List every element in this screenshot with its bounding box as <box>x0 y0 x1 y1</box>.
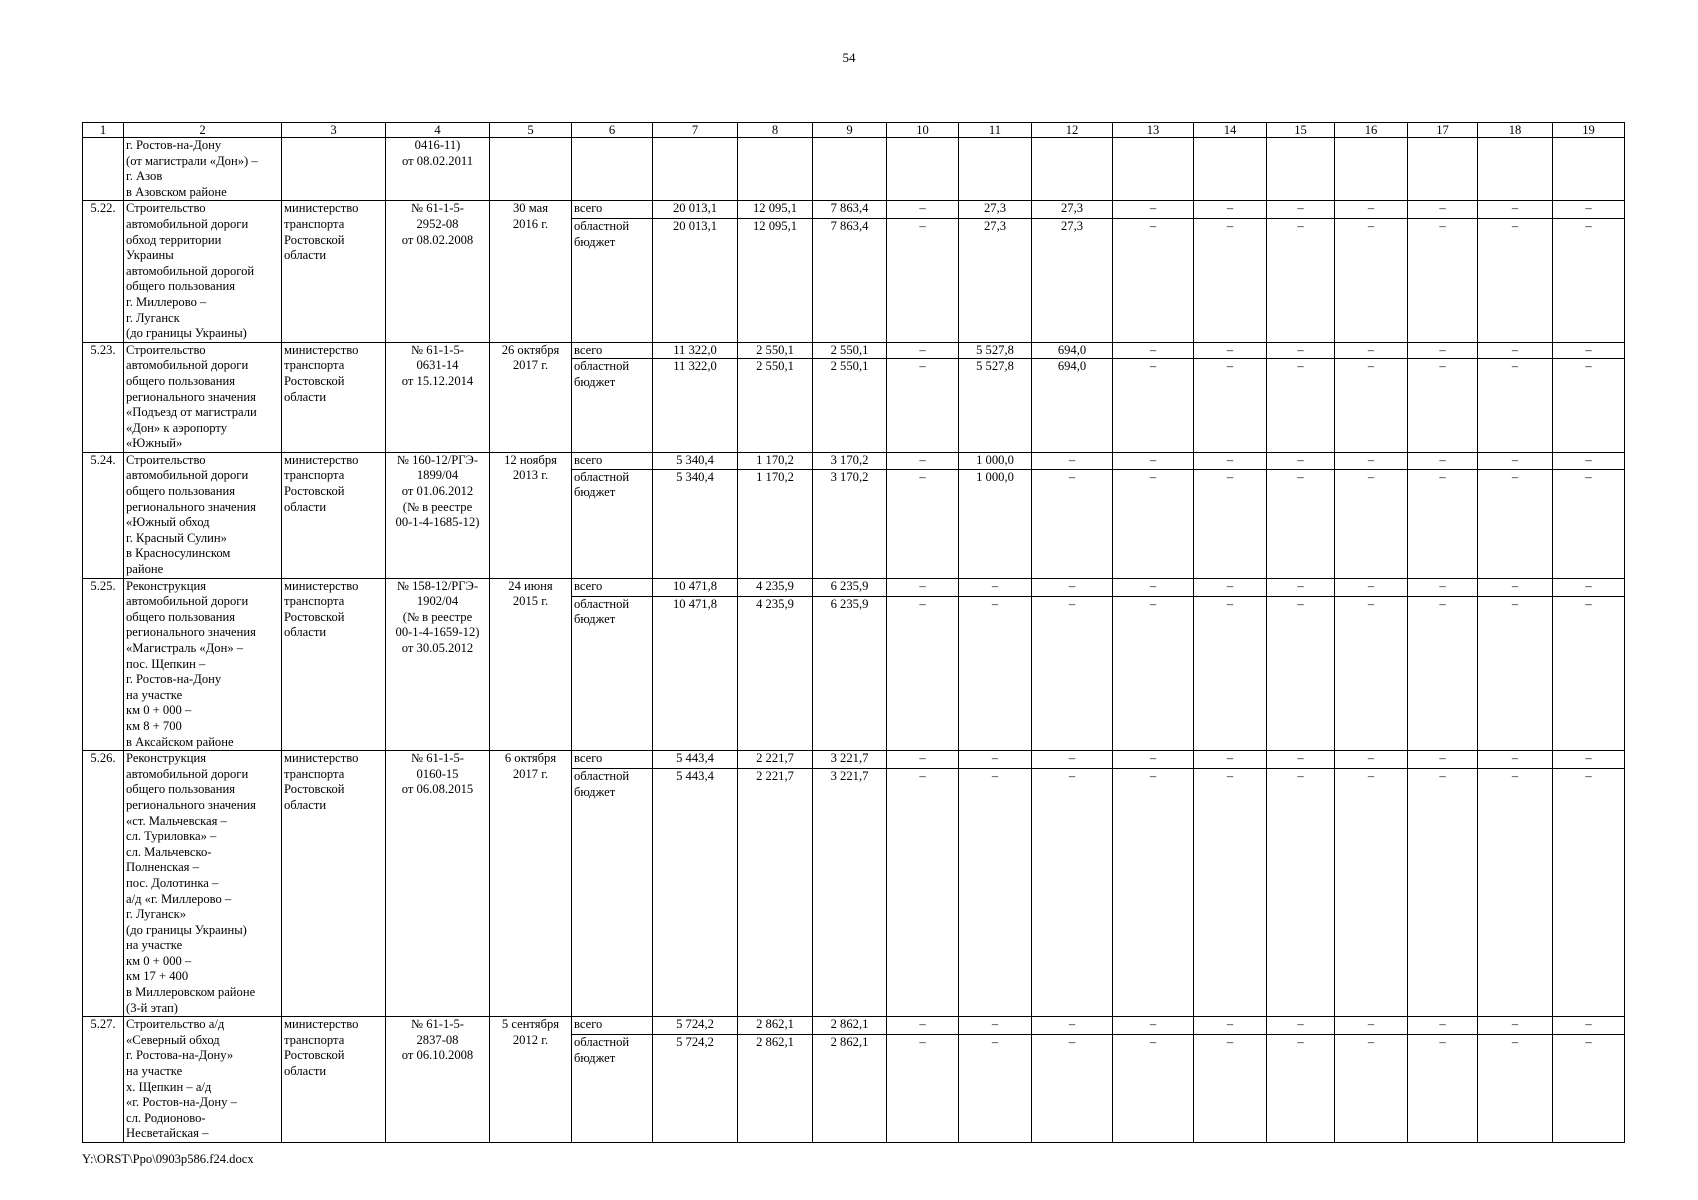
col-header-11: 11 <box>959 123 1032 138</box>
col-header-19: 19 <box>1553 123 1625 138</box>
value-cell: – <box>1335 342 1408 359</box>
item-doc: № 61-1-5- 2837-08 от 06.10.2008 <box>386 1017 490 1143</box>
value-cell: – <box>1032 578 1113 596</box>
value-cell: – <box>1267 768 1335 1016</box>
value-cell: – <box>887 219 959 342</box>
value-cell: – <box>1478 201 1553 219</box>
item-id: 5.24. <box>83 452 124 578</box>
value-cell: – <box>1113 1035 1194 1143</box>
item-doc: № 160-12/РГЭ- 1899/04 от 01.06.2012 (№ в реестре 00-1-4-1685-12) <box>386 452 490 578</box>
item-name: Реконструкция автомобильной дороги общего пользования регионального значения «ст. Мальчевская – сл. Туриловка» – сл. Мальчевско- Полненская – пос. Долотинка – а/д «г. Миллерово – г. Луганск» (до границы Украины) на участке км 0 + 000 – км 17 + 400 в Миллеровском районе (3-й этап) <box>124 751 282 1017</box>
value-cell: – <box>1335 201 1408 219</box>
value-cell: – <box>1267 469 1335 578</box>
cell-col1 <box>83 138 124 201</box>
value-cell: 5 340,4 <box>653 469 738 578</box>
value-cell: – <box>1194 1017 1267 1035</box>
value-cell: – <box>1113 469 1194 578</box>
table-body <box>83 123 1625 1143</box>
item-date: 12 ноября 2013 г. <box>490 452 572 578</box>
item-date: 24 июня 2015 г. <box>490 578 572 751</box>
value-cell: – <box>887 768 959 1016</box>
value-cell: – <box>1113 219 1194 342</box>
value-cell: – <box>1335 768 1408 1016</box>
value-cell: – <box>1032 596 1113 750</box>
value-cell: – <box>887 1035 959 1143</box>
value-cell: – <box>1335 751 1408 769</box>
value-cell: – <box>1032 452 1113 469</box>
cell-doc: 0416-11) от 08.02.2011 <box>386 138 490 201</box>
value-cell: – <box>887 359 959 452</box>
col-header-9: 9 <box>813 123 887 138</box>
value-cell: – <box>959 768 1032 1016</box>
value-cell: – <box>1267 578 1335 596</box>
value-cell: 10 471,8 <box>653 596 738 750</box>
value-cell: – <box>1335 219 1408 342</box>
item-org: министерство транспорта Ростовской области <box>282 751 386 1017</box>
value-cell: – <box>1335 1035 1408 1143</box>
source-total: всего <box>572 1017 653 1035</box>
item-id: 5.26. <box>83 751 124 1017</box>
value-cell: 2 550,1 <box>813 342 887 359</box>
value-cell: 27,3 <box>959 201 1032 219</box>
value-cell: – <box>1335 578 1408 596</box>
value-cell: – <box>1113 201 1194 219</box>
col-header-5: 5 <box>490 123 572 138</box>
value-cell: – <box>1267 452 1335 469</box>
value-cell: 2 550,1 <box>738 342 813 359</box>
value-cell: – <box>887 342 959 359</box>
value-cell: – <box>1408 359 1478 452</box>
value-cell: – <box>959 578 1032 596</box>
value-cell: – <box>887 596 959 750</box>
value-cell: – <box>1553 596 1625 750</box>
col-header-8: 8 <box>738 123 813 138</box>
col-header-7: 7 <box>653 123 738 138</box>
page-number: 54 <box>842 50 856 65</box>
value-cell: – <box>1267 1035 1335 1143</box>
value-cell: 11 322,0 <box>653 342 738 359</box>
value-cell: – <box>1194 219 1267 342</box>
value-cell: 27,3 <box>1032 219 1113 342</box>
item-org: министерство транспорта Ростовской области <box>282 1017 386 1143</box>
value-cell: 2 550,1 <box>813 359 887 452</box>
value-cell: – <box>959 596 1032 750</box>
value-cell: – <box>959 751 1032 769</box>
value-cell: – <box>1553 219 1625 342</box>
value-cell: 2 221,7 <box>738 751 813 769</box>
value-cell: – <box>1335 1017 1408 1035</box>
item-doc: № 158-12/РГЭ- 1902/04 (№ в реестре 00-1-4-1659-12) от 30.05.2012 <box>386 578 490 751</box>
source-total: всего <box>572 578 653 596</box>
col-header-15: 15 <box>1267 123 1335 138</box>
value-cell: – <box>1478 768 1553 1016</box>
source-total: всего <box>572 201 653 219</box>
value-cell: 5 340,4 <box>653 452 738 469</box>
item-row <box>83 1017 1625 1035</box>
value-cell: – <box>1553 768 1625 1016</box>
value-cell: 2 862,1 <box>738 1017 813 1035</box>
value-cell: – <box>1267 1017 1335 1035</box>
col-header-18: 18 <box>1478 123 1553 138</box>
value-cell: – <box>1032 1017 1113 1035</box>
value-cell: – <box>1335 452 1408 469</box>
value-cell: – <box>1032 751 1113 769</box>
value-cell: – <box>1113 751 1194 769</box>
value-cell: 1 170,2 <box>738 469 813 578</box>
value-cell: – <box>887 469 959 578</box>
value-cell: – <box>1267 596 1335 750</box>
item-row <box>83 342 1625 359</box>
value-cell: 2 862,1 <box>813 1017 887 1035</box>
value-cell: 2 862,1 <box>813 1035 887 1143</box>
col-header-14: 14 <box>1194 123 1267 138</box>
value-cell: – <box>887 452 959 469</box>
cell-src <box>572 138 653 201</box>
item-id: 5.25. <box>83 578 124 751</box>
value-cell: – <box>1478 342 1553 359</box>
value-cell: – <box>887 201 959 219</box>
value-cell: – <box>1113 578 1194 596</box>
item-date: 26 октября 2017 г. <box>490 342 572 452</box>
value-cell: – <box>959 1017 1032 1035</box>
value-cell: – <box>1553 359 1625 452</box>
value-cell: 3 221,7 <box>813 768 887 1016</box>
item-name: Строительство автомобильной дороги общего пользования регионального значения «Подъезд от магистрали «Дон» к аэропорту «Южный» <box>124 342 282 452</box>
source-total: всего <box>572 751 653 769</box>
budget-table <box>82 122 1625 1143</box>
value-cell: 12 095,1 <box>738 201 813 219</box>
item-row <box>83 578 1625 596</box>
value-cell: – <box>1553 201 1625 219</box>
value-cell: 2 550,1 <box>738 359 813 452</box>
value-cell: – <box>1408 219 1478 342</box>
value-cell: – <box>1478 751 1553 769</box>
value-cell: – <box>1194 1035 1267 1143</box>
value-cell: – <box>1408 768 1478 1016</box>
value-cell: – <box>1478 1017 1553 1035</box>
continued-row <box>83 138 1625 201</box>
value-cell: – <box>1113 359 1194 452</box>
value-cell: – <box>1194 342 1267 359</box>
column-number-header <box>83 123 1625 138</box>
value-cell: 5 724,2 <box>653 1017 738 1035</box>
value-cell: 4 235,9 <box>738 578 813 596</box>
cell-date <box>490 138 572 201</box>
value-cell: 7 863,4 <box>813 201 887 219</box>
item-org: министерство транспорта Ростовской области <box>282 452 386 578</box>
value-cell: – <box>959 1035 1032 1143</box>
item-id: 5.27. <box>83 1017 124 1143</box>
col-header-16: 16 <box>1335 123 1408 138</box>
value-cell: 5 724,2 <box>653 1035 738 1143</box>
value-cell: 5 527,8 <box>959 342 1032 359</box>
value-cell: 2 221,7 <box>738 768 813 1016</box>
cell-name: г. Ростов-на-Дону (от магистрали «Дон») – г. Азов в Азовском районе <box>124 138 282 201</box>
value-cell: – <box>887 1017 959 1035</box>
source-budget: областной бюджет <box>572 768 653 1016</box>
value-cell: 7 863,4 <box>813 219 887 342</box>
value-cell: – <box>1553 452 1625 469</box>
value-cell: – <box>1408 751 1478 769</box>
value-cell: – <box>1408 1017 1478 1035</box>
col-header-12: 12 <box>1032 123 1113 138</box>
source-total: всего <box>572 452 653 469</box>
value-cell: – <box>1032 768 1113 1016</box>
value-cell: – <box>1032 469 1113 578</box>
value-cell: – <box>1553 342 1625 359</box>
value-cell: – <box>1408 342 1478 359</box>
value-cell: – <box>1553 1017 1625 1035</box>
value-cell: – <box>1478 219 1553 342</box>
value-cell: – <box>1478 578 1553 596</box>
value-cell: – <box>1267 751 1335 769</box>
source-total: всего <box>572 342 653 359</box>
source-budget: областной бюджет <box>572 359 653 452</box>
value-cell: 27,3 <box>1032 201 1113 219</box>
item-name: Строительство автомобильной дороги общего пользования регионального значения «Южный обход г. Красный Сулин» в Красносулинском районе <box>124 452 282 578</box>
value-cell: 694,0 <box>1032 342 1113 359</box>
value-cell: – <box>887 578 959 596</box>
col-header-10: 10 <box>887 123 959 138</box>
item-name: Строительство автомобильной дороги обход территории Украины автомобильной дорогой общего пользования г. Миллерово – г. Луганск (до границы Украины) <box>124 201 282 342</box>
cell-org <box>282 138 386 201</box>
value-cell: 3 170,2 <box>813 452 887 469</box>
value-cell: 1 000,0 <box>959 452 1032 469</box>
value-cell: – <box>1194 469 1267 578</box>
col-header-2: 2 <box>124 123 282 138</box>
value-cell: – <box>1408 578 1478 596</box>
col-header-4: 4 <box>386 123 490 138</box>
value-cell: – <box>1267 201 1335 219</box>
value-cell: 3 221,7 <box>813 751 887 769</box>
value-cell: 1 000,0 <box>959 469 1032 578</box>
value-cell: 10 471,8 <box>653 578 738 596</box>
value-cell: – <box>1553 578 1625 596</box>
value-cell: – <box>1478 1035 1553 1143</box>
value-cell: – <box>1267 342 1335 359</box>
value-cell: 20 013,1 <box>653 201 738 219</box>
item-org: министерство транспорта Ростовской области <box>282 201 386 342</box>
value-cell: – <box>1194 578 1267 596</box>
item-doc: № 61-1-5- 2952-08 от 08.02.2008 <box>386 201 490 342</box>
value-cell: 12 095,1 <box>738 219 813 342</box>
item-row <box>83 201 1625 219</box>
value-cell: – <box>1113 768 1194 1016</box>
value-cell: – <box>1478 469 1553 578</box>
value-cell: – <box>1194 201 1267 219</box>
value-cell: – <box>1194 751 1267 769</box>
value-cell: – <box>1408 201 1478 219</box>
source-budget: областной бюджет <box>572 469 653 578</box>
value-cell: – <box>1408 469 1478 578</box>
value-cell: 11 322,0 <box>653 359 738 452</box>
value-cell: 5 443,4 <box>653 768 738 1016</box>
item-row <box>83 751 1625 769</box>
value-cell: – <box>1194 359 1267 452</box>
value-cell: – <box>1267 219 1335 342</box>
value-cell: – <box>1478 596 1553 750</box>
value-cell: 6 235,9 <box>813 578 887 596</box>
value-cell: – <box>887 751 959 769</box>
value-cell: – <box>1478 452 1553 469</box>
value-cell: – <box>1335 469 1408 578</box>
item-org: министерство транспорта Ростовской области <box>282 578 386 751</box>
value-cell: – <box>1478 359 1553 452</box>
value-cell: – <box>1032 1035 1113 1143</box>
item-row <box>83 452 1625 469</box>
item-date: 5 сентября 2012 г. <box>490 1017 572 1143</box>
file-path-footer: Y:\ORST\Ppo\0903p586.f24.docx <box>82 1152 254 1166</box>
value-cell: – <box>1113 1017 1194 1035</box>
item-doc: № 61-1-5- 0160-15 от 06.08.2015 <box>386 751 490 1017</box>
value-cell: – <box>1408 452 1478 469</box>
col-header-17: 17 <box>1408 123 1478 138</box>
col-header-1: 1 <box>83 123 124 138</box>
item-doc: № 61-1-5- 0631-14 от 15.12.2014 <box>386 342 490 452</box>
value-cell: 5 443,4 <box>653 751 738 769</box>
value-cell: – <box>1553 469 1625 578</box>
value-cell: – <box>1553 751 1625 769</box>
value-cell: 4 235,9 <box>738 596 813 750</box>
value-cell: 20 013,1 <box>653 219 738 342</box>
value-cell: 2 862,1 <box>738 1035 813 1143</box>
value-cell: 27,3 <box>959 219 1032 342</box>
value-cell: 694,0 <box>1032 359 1113 452</box>
value-cell: – <box>1408 1035 1478 1143</box>
value-cell: – <box>1408 596 1478 750</box>
source-budget: областной бюджет <box>572 596 653 750</box>
source-budget: областной бюджет <box>572 1035 653 1143</box>
value-cell: 6 235,9 <box>813 596 887 750</box>
value-cell: 1 170,2 <box>738 452 813 469</box>
item-org: министерство транспорта Ростовской области <box>282 342 386 452</box>
value-cell: – <box>1113 342 1194 359</box>
col-header-6: 6 <box>572 123 653 138</box>
value-cell: – <box>1194 596 1267 750</box>
value-cell: – <box>1553 1035 1625 1143</box>
item-date: 6 октября 2017 г. <box>490 751 572 1017</box>
item-id: 5.22. <box>83 201 124 342</box>
item-name: Реконструкция автомобильной дороги общего пользования регионального значения «Магистраль «Дон» – пос. Щепкин – г. Ростов-на-Дону на участке км 0 + 000 – км 8 + 700 в Аксайском районе <box>124 578 282 751</box>
value-cell: – <box>1267 359 1335 452</box>
item-date: 30 мая 2016 г. <box>490 201 572 342</box>
value-cell: 5 527,8 <box>959 359 1032 452</box>
value-cell: – <box>1335 596 1408 750</box>
source-budget: областной бюджет <box>572 219 653 342</box>
value-cell: – <box>1335 359 1408 452</box>
col-header-3: 3 <box>282 123 386 138</box>
value-cell: 3 170,2 <box>813 469 887 578</box>
item-id: 5.23. <box>83 342 124 452</box>
value-cell: – <box>1113 596 1194 750</box>
item-name: Строительство а/д «Северный обход г. Ростова-на-Дону» на участке х. Щепкин – а/д «г. Ростов-на-Дону – сл. Родионово- Несветайская – <box>124 1017 282 1143</box>
value-cell: – <box>1194 768 1267 1016</box>
value-cell: – <box>1113 452 1194 469</box>
value-cell: – <box>1194 452 1267 469</box>
col-header-13: 13 <box>1113 123 1194 138</box>
